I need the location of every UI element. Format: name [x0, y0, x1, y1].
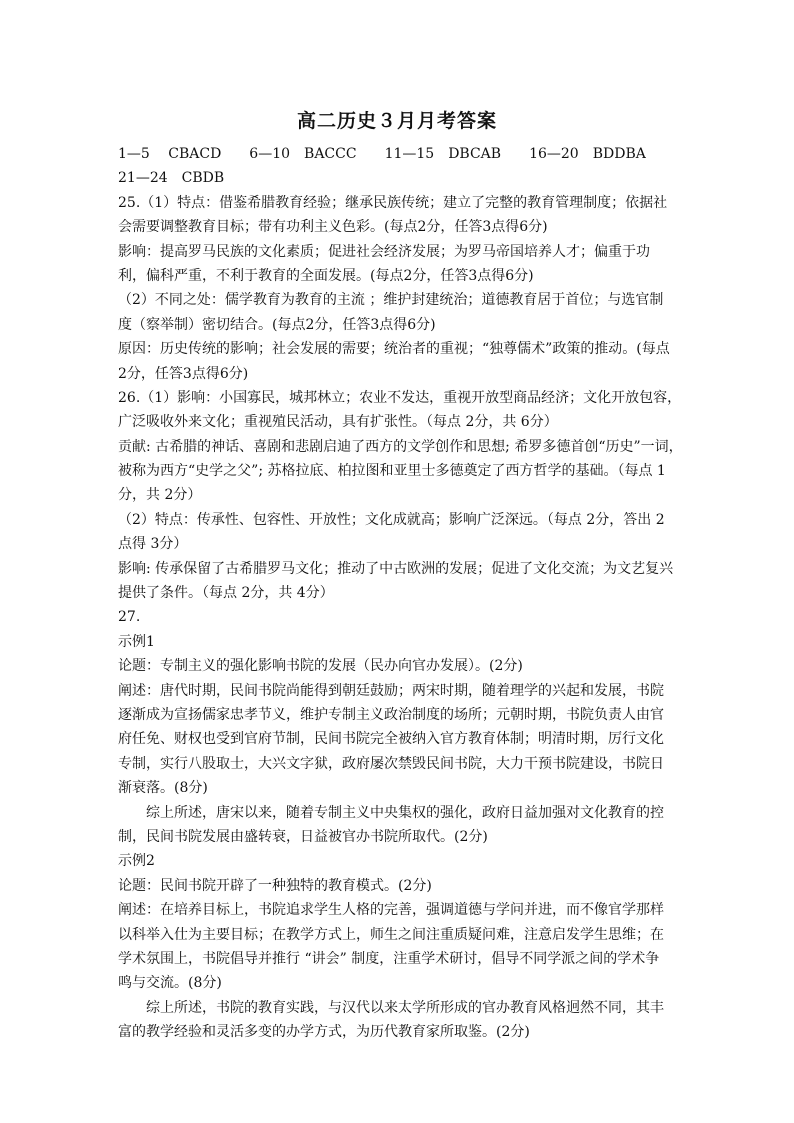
text-line: （2）不同之处：儒学教育为教育的主流 ；维护封建统治；道德教育居于首位；与选官制 [118, 292, 664, 309]
text-line: 专制，实行八股取士，大兴文字狱，政府屡次禁毁民间书院，大力干预书院建设，书院日 [118, 755, 664, 772]
text-line: 论题：民间书院开辟了一种独特的教育模式。(2分) [118, 877, 432, 894]
text-line: 影响: 传承保留了古希腊罗马文化；推动了中古欧洲的发展；促进了文化交流；为文艺复兴 [118, 560, 674, 577]
text-line: 影响：提高罗马民族的文化素质；促进社会经济发展；为罗马帝国培养人才；偏重于功 [118, 243, 650, 260]
text-line: 示例2 [118, 853, 155, 870]
text-line: 1—5 CBACD 6—10 BACCC 11—15 DBCAB 16—20 BDDBA [118, 146, 646, 162]
text-line: 2分，任答3点得6分) [118, 365, 249, 382]
text-line: 原因：历史传统的影响；社会发展的需要；统治者的重视；“独尊儒术”政策的推动。(每点 [118, 341, 670, 358]
text-line: 提供了条件。（每点 2分，共 4分） [118, 585, 334, 602]
text-line: 富的教学经验和灵活多变的办学方式，为历代教育家所取鉴。(2分) [118, 1024, 530, 1041]
text-line: 被称为西方“史学之父”; 苏格拉底、柏拉图和亚里士多德奠定了西方哲学的基础。（每点 1 [118, 463, 666, 480]
text-line: 逐渐成为宣扬儒家忠孝节义，维护专制主义政治制度的场所；元朝时期，书院负责人由官 [118, 706, 664, 723]
text-line: 21—24 CBDB [118, 170, 225, 187]
text-line: 论题：专制主义的强化影响书院的发展（民办向官办发展）。(2分) [118, 658, 523, 675]
text-line: 会需要调整教育目标；带有功利主义色彩。(每点2分，任答3点得6分) [118, 219, 548, 236]
text-line: 阐述：唐代时期，民间书院尚能得到朝廷鼓励；两宋时期，随着理学的兴起和发展，书院 [118, 682, 664, 699]
text-line: 度（察举制）密切结合。(每点2分，任答3点得6分) [118, 316, 436, 333]
text-line: 贡献: 古希腊的神话、喜剧和悲剧启迪了西方的文学创作和思想; 希罗多德首创“历史”一词， [118, 438, 683, 455]
text-line: 26.（1）影响：小国寡民，城邦林立；农业不发达，重视开放型商品经济；文化开放包容， [118, 389, 682, 406]
text-line: 利，偏科严重，不利于教育的全面发展。(每点2分，任答3点得6分) [118, 267, 534, 284]
text-line: 点得 3分） [118, 536, 188, 553]
text-line: 渐衰落。(8分) [118, 780, 208, 797]
text-line: 制，民间书院发展由盛转衰，日益被官办书院所取代。(2分) [118, 828, 488, 845]
text-line: 综上所述，唐宋以来，随着专制主义中央集权的强化，政府日益加强对文化教育的控 [146, 804, 664, 821]
text-line: 以科举入仕为主要目标；在教学方式上，师生之间注重质疑问难，注意启发学生思维；在 [118, 926, 664, 943]
text-line: 分，共 2分） [118, 487, 202, 504]
text-line: 鸣与交流。(8分) [118, 975, 222, 992]
text-line: 府任免、财权也受到官府节制，民间书院完全被纳入官方教育体制；明清时期，厉行文化 [118, 731, 664, 748]
text-line: 阐述：在培养目标上，书院追求学生人格的完善，强调道德与学问并进，而不像官学那样 [118, 902, 664, 919]
page-title: 高二历史３月月考答案 [296, 110, 497, 132]
text-line: 示例1 [118, 633, 155, 650]
text-line: 学术氛围上，书院倡导并推行 “讲会” 制度，注重学术研讨，倡导不同学派之间的学术争 [118, 950, 660, 967]
answer-body [118, 142, 693, 1044]
text-line: 27. [118, 609, 141, 626]
text-line: 广泛吸收外来文化；重视殖民活动，具有扩张性。（每点 2分，共 6分） [118, 414, 558, 431]
text-line: 25.（1）特点：借鉴希腊教育经验；继承民族传统；建立了完整的教育管理制度；依据社 [118, 194, 668, 211]
text-line: （2）特点：传承性、包容性、开放性；文化成就高；影响广泛深远。（每点 2分，答出 2 [118, 511, 665, 528]
text-line: 综上所述，书院的教育实践，与汉代以来太学所形成的官办教育风格迥然不同，其丰 [146, 999, 664, 1016]
